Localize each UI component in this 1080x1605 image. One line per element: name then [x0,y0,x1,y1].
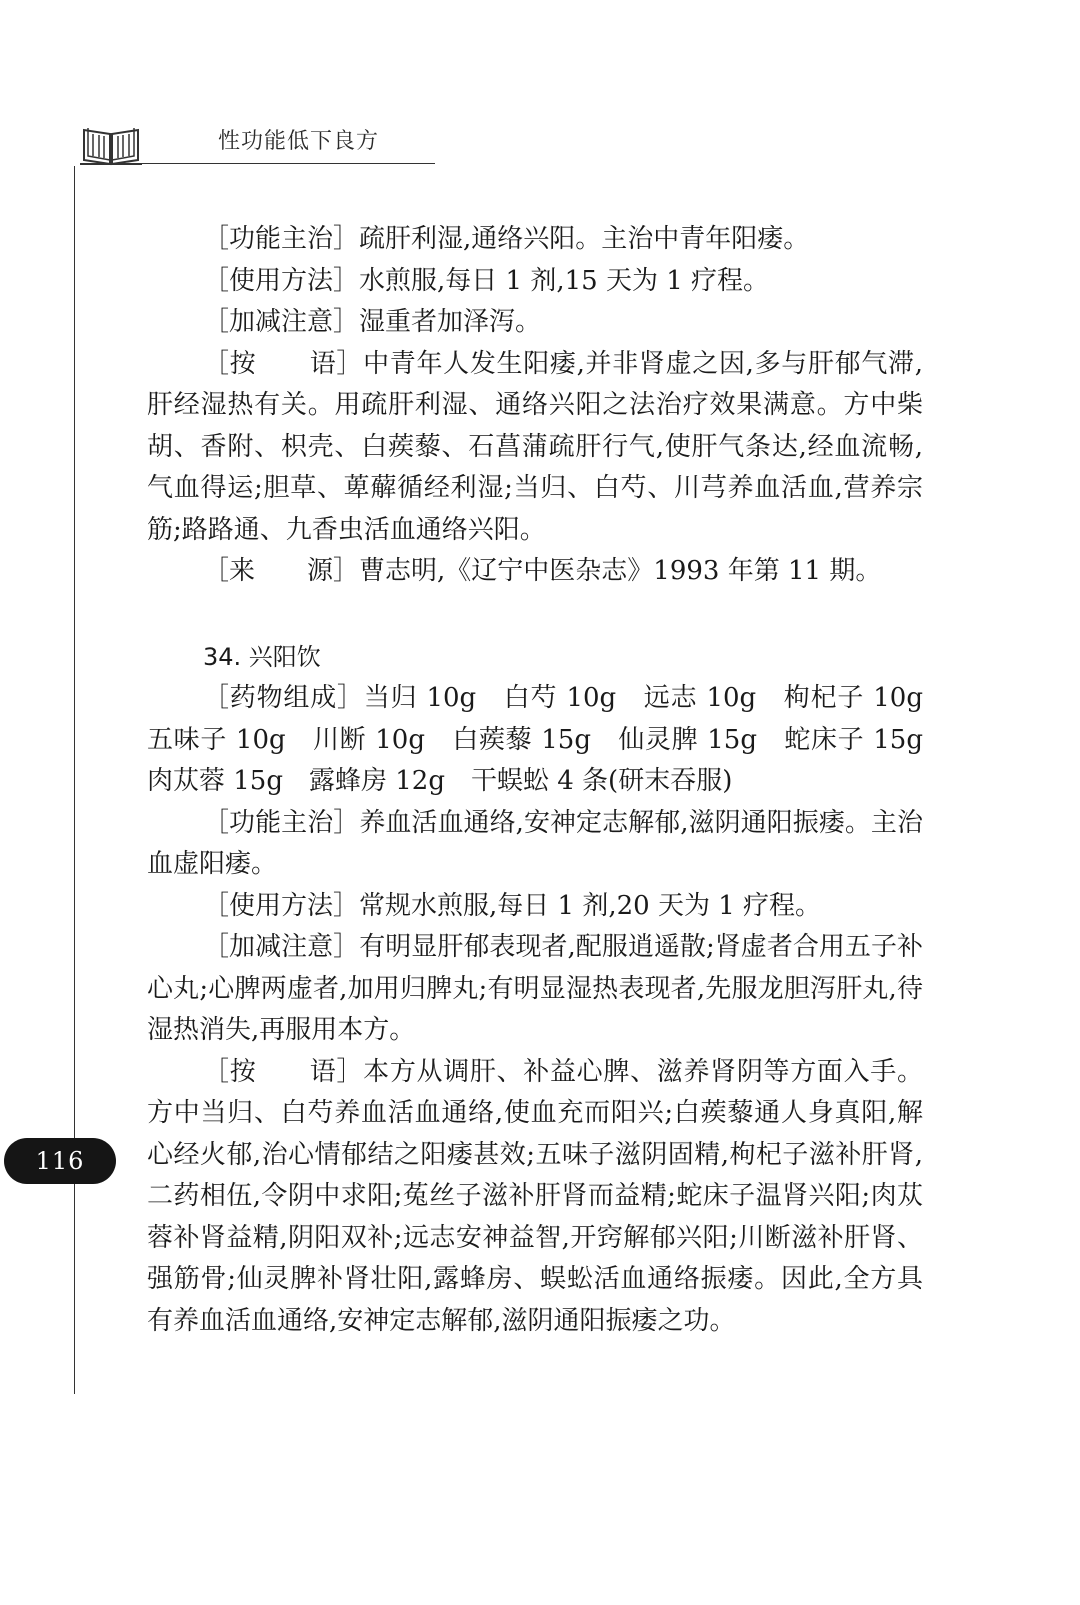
commentary-label: ［按 语］ [203,348,364,379]
body-text [147,219,950,1342]
section-gap [147,593,923,637]
modification-paragraph [147,302,923,344]
modification-label: ［加减注意］ [203,307,360,337]
usage-paragraph [147,886,923,928]
modification-label: ［加减注意］ [203,932,360,962]
source-paragraph [147,551,923,593]
header-rule [140,163,435,164]
ingredients-paragraph [147,678,950,803]
open-book-icon [80,122,142,166]
source-text: 曹志明,《辽宁中医杂志》1993 年第 11 期。 [359,556,882,586]
modification-text: 湿重者加泽泻。 [359,307,542,337]
usage-label: ［使用方法］ [203,890,360,921]
function-text: 疏肝利湿,通络兴阳。主治中青年阳痿。 [359,224,810,254]
commentary-text: 中青年人发生阳痿,并非肾虚之因,多与肝郁气滞,肝经湿热有关。用疏肝利湿、通络兴阳之法治疗效果满意。方中柴胡、香附、枳壳、白蒺藜、石菖蒲疏肝行气,使肝气条达,经血流畅,气血得运;胆草、萆薢循经利湿;当归、白芍、川芎养血活血,营养宗筋;路路通、九香虫活血通络兴阳。 [147,348,923,545]
commentary-paragraph [147,1052,923,1343]
commentary-label: ［按 语］ [203,1056,364,1087]
page-number: 116 [4,1138,116,1184]
usage-paragraph [147,261,923,303]
commentary-paragraph [147,344,923,552]
usage-text: 常规水煎服,每日 1 剂,20 天为 1 疗程。 [359,890,822,921]
margin-rule [74,166,75,1394]
source-label: ［来 源］ [203,556,360,586]
function-label: ［功能主治］ [203,224,360,254]
function-label: ［功能主治］ [203,807,360,838]
function-paragraph [147,803,923,886]
formula-title: 34. 兴阳饮 [203,642,321,671]
ingredients-text: 当归 10g 白芍 10g 远志 10g 枸杞子 10g 五味子 10g 川断 10g 白蒺藜 15g 仙灵脾 15g 蛇床子 15g 肉苁蓉 15g 露蜂房 12g 干蜈蚣 4 条(研末吞服) [147,683,950,796]
modification-paragraph [147,927,923,1052]
running-title: 性功能低下良方 [218,129,380,154]
function-text: 养血活血通络,安神定志解郁,滋阴通阳振痿。主治血虚阳痿。 [147,807,923,879]
usage-text: 水煎服,每日 1 剂,15 天为 1 疗程。 [359,265,770,296]
commentary-text: 本方从调肝、补益心脾、滋养肾阴等方面入手。方中当归、白芍养血活血通络,使血充而阳兴;白蒺藜通人身真阳,解心经火郁,治心情郁结之阳痿甚效;五味子滋阴固精,枸杞子滋补肝肾,二药相伍,令阴中求阳;菟丝子滋补肝肾而益精;蛇床子温肾兴阳;肉苁蓉补肾益精,阴阳双补;远志安神益智,开窍解郁兴阳;川断滋补肝肾、强筋骨;仙灵脾补肾壮阳,露蜂房、蜈蚣活血通络振痿。因此,全方具有养血活血通络,安神定志解郁,滋阴通阳振痿之功。 [147,1056,923,1336]
modification-text: 有明显肝郁表现者,配服逍遥散;肾虚者合用五子补心丸;心脾两虚者,加用归脾丸;有明显湿热表现者,先服龙胆泻肝丸,待湿热消失,再服用本方。 [147,932,923,1045]
usage-label: ［使用方法］ [203,265,360,296]
function-paragraph [147,219,923,261]
ingredients-label: ［药物组成］ [203,683,364,713]
